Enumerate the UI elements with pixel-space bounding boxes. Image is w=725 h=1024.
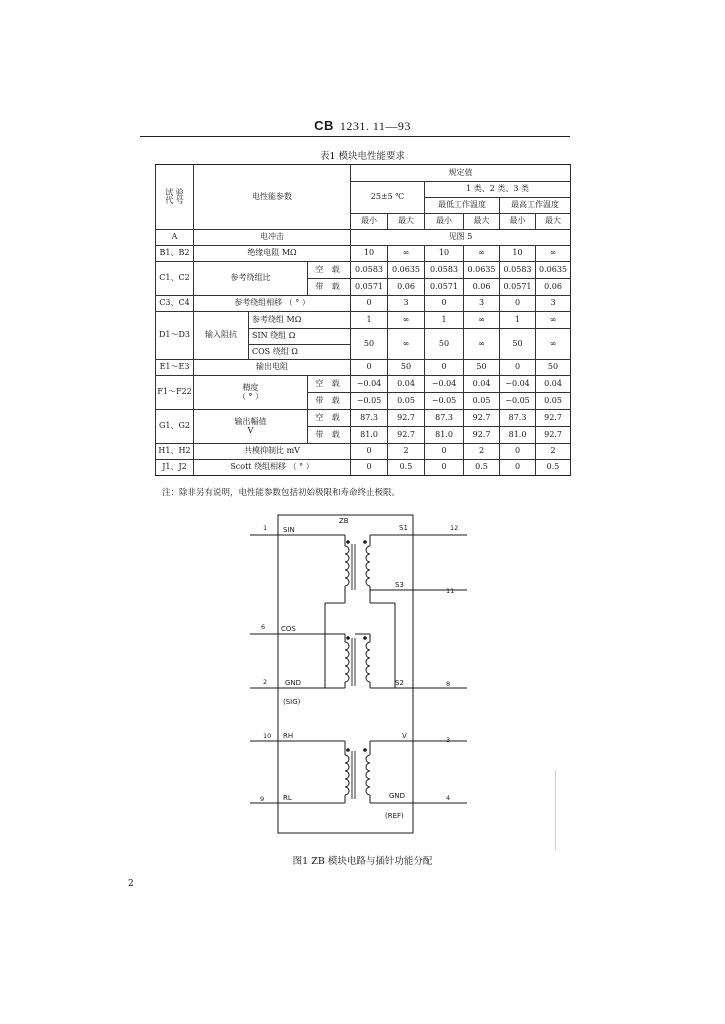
cos-label: COS bbox=[281, 625, 296, 633]
value-cell: 2 bbox=[536, 444, 571, 460]
condition-cell: 空 载 bbox=[308, 376, 351, 393]
value-cell: 2 bbox=[464, 444, 500, 460]
value-cell: 0.0583 bbox=[500, 262, 536, 279]
condition-cell: COS 绕组 Ω bbox=[249, 344, 351, 360]
param-cell: Scott 绕组相移 （ ° ） bbox=[194, 460, 351, 476]
value-cell: 2 bbox=[388, 444, 425, 460]
value-cell: 87.3 bbox=[425, 410, 464, 427]
value-cell: 见图 5 bbox=[351, 230, 571, 246]
param-cell: 共模抑制比 mV bbox=[194, 444, 351, 460]
value-cell: 0.0635 bbox=[388, 262, 425, 279]
pin-number: 9 bbox=[260, 795, 265, 803]
value-cell: 1 bbox=[351, 312, 388, 329]
value-cell: ∞ bbox=[536, 246, 571, 262]
max-temp-header: 最高工作温度 bbox=[500, 198, 571, 214]
sin-primary-coil bbox=[345, 546, 349, 586]
condition-cell: 带 载 bbox=[308, 279, 351, 296]
value-cell: −0.04 bbox=[500, 376, 536, 393]
value-cell: 0.0571 bbox=[500, 279, 536, 296]
value-cell: 0 bbox=[425, 360, 464, 376]
value-cell: 0 bbox=[351, 360, 388, 376]
table-row-e bbox=[156, 360, 571, 376]
polarity-dot bbox=[363, 540, 367, 544]
cos-secondary-coil bbox=[366, 642, 370, 682]
param-cell: 精度 （ ° ） bbox=[194, 376, 308, 410]
test-code-cell: H1、H2 bbox=[156, 444, 194, 460]
value-cell: 0.5 bbox=[388, 460, 425, 476]
pin-number: 6 bbox=[261, 623, 266, 631]
polarity-dot bbox=[346, 748, 350, 752]
value-cell: 92.7 bbox=[388, 427, 425, 444]
test-code-cell: B1、B2 bbox=[156, 246, 194, 262]
value-cell: 0 bbox=[425, 296, 464, 312]
value-cell: 0.5 bbox=[536, 460, 571, 476]
figure-caption: 图1 ZB 模块电路与插针功能分配 bbox=[292, 856, 433, 867]
value-cell: 87.3 bbox=[500, 410, 536, 427]
test-code-cell: F1～F22 bbox=[156, 376, 194, 410]
s2-label: S2 bbox=[395, 679, 404, 687]
electrical-spec-table bbox=[155, 164, 571, 476]
value-cell: 0.04 bbox=[464, 376, 500, 393]
param-header: 电性能参数 bbox=[194, 165, 351, 230]
value-cell: ∞ bbox=[388, 329, 425, 360]
ref-label: (REF) bbox=[385, 812, 404, 820]
condition-cell: 空 载 bbox=[308, 262, 351, 279]
value-cell: 81.0 bbox=[500, 427, 536, 444]
pin-number: 1 bbox=[263, 524, 268, 532]
value-cell: 81.0 bbox=[351, 427, 388, 444]
s1-label: S1 bbox=[399, 524, 408, 532]
param-cell: 电冲击 bbox=[194, 230, 351, 246]
value-cell: 0.05 bbox=[464, 393, 500, 410]
max-header: 最大 bbox=[464, 214, 500, 230]
value-cell: −0.05 bbox=[500, 393, 536, 410]
value-cell: 0.05 bbox=[388, 393, 425, 410]
condition-cell: SIN 绕组 Ω bbox=[249, 329, 351, 345]
header-rule bbox=[140, 136, 570, 137]
value-cell: 50 bbox=[500, 329, 536, 360]
value-cell: 92.7 bbox=[536, 410, 571, 427]
sin-secondary-coil bbox=[366, 546, 370, 586]
value-cell: 0.0635 bbox=[536, 262, 571, 279]
param-cell: 参考绕组相移 （ ° ） bbox=[194, 296, 351, 312]
value-cell: 0 bbox=[500, 296, 536, 312]
polarity-dot bbox=[346, 636, 350, 640]
param-cell: 输入阻抗 bbox=[194, 312, 249, 360]
value-cell: ∞ bbox=[388, 312, 425, 329]
value-cell: −0.04 bbox=[351, 376, 388, 393]
table-note: 注：除非另有说明，电性能参数包括初始极限和寿命终止极限。 bbox=[162, 488, 401, 498]
value-cell: 87.3 bbox=[351, 410, 388, 427]
value-cell: 0 bbox=[500, 444, 536, 460]
table-row-b bbox=[156, 246, 571, 262]
value-cell: 92.7 bbox=[388, 410, 425, 427]
table-row-c-noload bbox=[156, 262, 571, 279]
min-header: 最小 bbox=[500, 214, 536, 230]
pin-number: 12 bbox=[450, 524, 459, 532]
table-row-a bbox=[156, 230, 571, 246]
pin-number: 4 bbox=[446, 794, 451, 802]
ref-primary-coil bbox=[345, 755, 349, 795]
value-cell: 10 bbox=[500, 246, 536, 262]
polarity-dot bbox=[363, 748, 367, 752]
ref-secondary-coil bbox=[366, 755, 370, 795]
gnd-right-label: GND bbox=[389, 792, 406, 800]
test-code-header: 试 验 代 号 bbox=[156, 165, 194, 230]
min-header: 最小 bbox=[425, 214, 464, 230]
standard-number-header bbox=[0, 118, 725, 134]
test-code-cell: A bbox=[156, 230, 194, 246]
param-cell: 参考绕组比 bbox=[194, 262, 308, 296]
value-cell: 50 bbox=[536, 360, 571, 376]
param-cell: 输出幅值 V bbox=[194, 410, 308, 444]
value-cell: −0.04 bbox=[425, 376, 464, 393]
pin-number: 3 bbox=[446, 736, 451, 744]
value-cell: 1 bbox=[500, 312, 536, 329]
value-cell: 0.05 bbox=[536, 393, 571, 410]
value-cell: ∞ bbox=[464, 312, 500, 329]
value-cell: ∞ bbox=[464, 246, 500, 262]
test-code-cell: C3、C4 bbox=[156, 296, 194, 312]
table-row-g-noload bbox=[156, 410, 571, 427]
min-header: 最小 bbox=[351, 214, 388, 230]
standard-code: 1231. 11—93 bbox=[339, 119, 411, 133]
value-cell: 81.0 bbox=[425, 427, 464, 444]
value-cell: 10 bbox=[351, 246, 388, 262]
header-row-1 bbox=[156, 165, 571, 182]
condition-cell: 带 载 bbox=[308, 427, 351, 444]
min-temp-header: 最低工作温度 bbox=[425, 198, 500, 214]
test-code-cell: G1、G2 bbox=[156, 410, 194, 444]
max-header: 最大 bbox=[388, 214, 425, 230]
s3-label: S3 bbox=[395, 581, 404, 589]
spec-header: 规定值 bbox=[351, 165, 571, 182]
standard-prefix: CB bbox=[314, 118, 334, 133]
value-cell: 92.7 bbox=[464, 410, 500, 427]
polarity-dot bbox=[363, 636, 367, 640]
value-cell: ∞ bbox=[464, 329, 500, 360]
pin-number: 2 bbox=[263, 678, 268, 686]
value-cell: 0 bbox=[500, 360, 536, 376]
param-cell: 输出电阻 bbox=[194, 360, 351, 376]
sin-label: SIN bbox=[283, 526, 295, 534]
value-cell: ∞ bbox=[536, 312, 571, 329]
zb-label: ZB bbox=[339, 517, 349, 525]
table-row-c3 bbox=[156, 296, 571, 312]
rh-label: RH bbox=[283, 732, 294, 740]
table-row-h bbox=[156, 444, 571, 460]
value-cell: 0.0635 bbox=[464, 262, 500, 279]
value-cell: 3 bbox=[536, 296, 571, 312]
condition-cell: 带 载 bbox=[308, 393, 351, 410]
value-cell: 0 bbox=[500, 460, 536, 476]
cos-primary-coil bbox=[345, 642, 349, 682]
value-cell: 92.7 bbox=[536, 427, 571, 444]
zb-module-circuit-diagram bbox=[245, 508, 485, 838]
test-code-cell: E1～E3 bbox=[156, 360, 194, 376]
classes-header: 1 类、2 类、3 类 bbox=[425, 182, 571, 198]
value-cell: 3 bbox=[464, 296, 500, 312]
pin-number: 10 bbox=[263, 732, 272, 740]
value-cell: 50 bbox=[351, 329, 388, 360]
value-cell: 0 bbox=[425, 444, 464, 460]
value-cell: 0.06 bbox=[536, 279, 571, 296]
value-cell: −0.05 bbox=[351, 393, 388, 410]
value-cell: 0.0571 bbox=[425, 279, 464, 296]
value-cell: 0.06 bbox=[464, 279, 500, 296]
value-cell: 0.06 bbox=[388, 279, 425, 296]
value-cell: 0 bbox=[351, 460, 388, 476]
value-cell: 0.04 bbox=[388, 376, 425, 393]
test-code-cell: J1、J2 bbox=[156, 460, 194, 476]
polarity-dot bbox=[346, 540, 350, 544]
value-cell: 0.5 bbox=[464, 460, 500, 476]
scan-artifact-line bbox=[555, 770, 556, 850]
table-row-d-ref bbox=[156, 312, 571, 329]
value-cell: 0 bbox=[425, 460, 464, 476]
condition-cell: 参考绕组 MΩ bbox=[249, 312, 351, 329]
max-header: 最大 bbox=[536, 214, 571, 230]
pin-number: 11 bbox=[446, 587, 455, 595]
value-cell: −0.05 bbox=[425, 393, 464, 410]
value-cell: 0.0571 bbox=[351, 279, 388, 296]
value-cell: 50 bbox=[425, 329, 464, 360]
value-cell: 3 bbox=[388, 296, 425, 312]
page-number: 2 bbox=[128, 879, 134, 889]
value-cell: 50 bbox=[464, 360, 500, 376]
value-cell: 50 bbox=[388, 360, 425, 376]
table-row-f-noload bbox=[156, 376, 571, 393]
temp-25-header: 25±5 ℃ bbox=[351, 182, 425, 214]
test-code-cell: C1、C2 bbox=[156, 262, 194, 296]
pin-number: 8 bbox=[446, 680, 451, 688]
value-cell: ∞ bbox=[388, 246, 425, 262]
value-cell: 1 bbox=[425, 312, 464, 329]
table-row-j bbox=[156, 460, 571, 476]
condition-cell: 空 载 bbox=[308, 410, 351, 427]
gnd-left-label: GND bbox=[285, 679, 302, 687]
value-cell: 0.04 bbox=[536, 376, 571, 393]
value-cell: 0 bbox=[351, 296, 388, 312]
value-cell: 0.0583 bbox=[351, 262, 388, 279]
sig-label: (SIG) bbox=[283, 698, 301, 706]
value-cell: 92.7 bbox=[464, 427, 500, 444]
param-cell: 绝缘电阻 MΩ bbox=[194, 246, 351, 262]
value-cell: 10 bbox=[425, 246, 464, 262]
value-cell: 0.0583 bbox=[425, 262, 464, 279]
test-code-cell: D1～D3 bbox=[156, 312, 194, 360]
table-caption: 表1 模块电性能要求 bbox=[319, 151, 406, 162]
value-cell: 0 bbox=[351, 444, 388, 460]
v-label: V bbox=[402, 732, 407, 740]
value-cell: ∞ bbox=[536, 329, 571, 360]
rl-label: RL bbox=[283, 794, 292, 802]
